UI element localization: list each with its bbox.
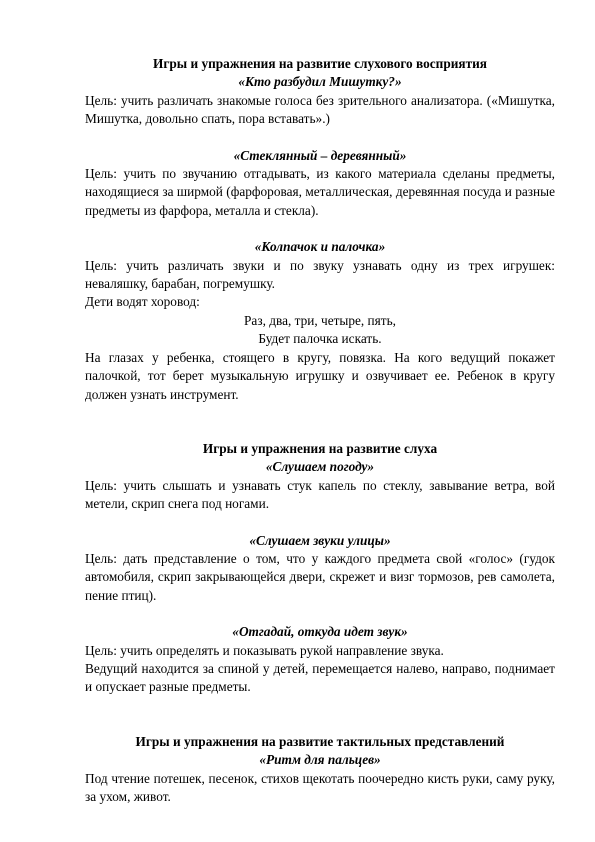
game-description-cap-and-stick: На глазах у ребенка, стоящего в кругу, повязка. На кого ведущий покажет палочкой, тот берет музыкальную игрушку и озвучивает ее. Ребенок в кругу должен узнать инструмент.	[85, 349, 555, 402]
game-title-guess-sound-source: «Отгадай, откуда идет звук»	[232, 624, 408, 640]
game-goal-glass-wooden: Цель: учить по звучанию отгадывать, из какого материала сделаны предметы, находящиеся за ширмой (фарфоровая, металлическая, деревянная посуда и разные предметы из фарфора, металла и стекла).	[85, 166, 555, 218]
game-goal-cap-and-stick: Цель: учить различать звуки и по звуку узнавать одну из трех игрушек: неваляшку, барабан, погремушку.	[85, 257, 555, 292]
game-goal-street-sounds: Цель: дать представление о том, что у каждого предмета свой «голос» (гудок автомобиля, скрип закрывающейся двери, скрежет и визг тормозов, рев самолета, пение птиц).	[85, 550, 555, 603]
section-heading-tactile: Игры и упражнения на развитие тактильных представлений	[135, 733, 505, 749]
game-title-street-sounds: «Слушаем звуки улицы»	[249, 532, 391, 548]
game-title-finger-rhythm: «Ритм для пальцев»	[259, 752, 381, 768]
game-description-guess-sound-source: Ведущий находится за спиной у детей, перемещается налево, направо, поднимает и опускает разные предметы.	[85, 660, 555, 695]
game-goal-guess-sound-source: Цель: учить определять и показывать рукой направление звука.	[85, 642, 444, 658]
verse-line-1: Раз, два, три, четыре, пять,	[244, 312, 396, 328]
game-title-who-woke-mishutka: «Кто разбудил Мишутку?»	[238, 74, 402, 90]
game-description-finger-rhythm: Под чтение потешек, песенок, стихов щекотать поочередно кисть руки, саму руку, за ухом, живот.	[85, 770, 555, 804]
section-heading-auditory-perception: Игры и упражнения на развитие слухового восприятия	[153, 56, 487, 71]
game-instruction-round-dance: Дети водят хоровод:	[85, 294, 200, 310]
game-title-listen-weather: «Слушаем погоду»	[265, 459, 375, 475]
document-page	[85, 55, 555, 806]
verse-line-2: Будет палочка искать.	[258, 331, 382, 347]
game-title-glass-wooden: «Стеклянный – деревянный»	[233, 147, 407, 163]
section-heading-hearing: Игры и упражнения на развитие слуха	[202, 440, 438, 456]
game-goal-listen-weather: Цель: учить слышать и узнавать стук капель по стеклу, завывание ветра, вой метели, скрип снега под ногами.	[85, 477, 555, 512]
game-title-cap-and-stick: «Колпачок и палочка»	[254, 239, 386, 255]
game-goal-who-woke-mishutka: Цель: учить различать знакомые голоса без зрительного анализатора. («Мишутка, Мишутка, довольно спать, пора вставать».)	[85, 92, 555, 127]
